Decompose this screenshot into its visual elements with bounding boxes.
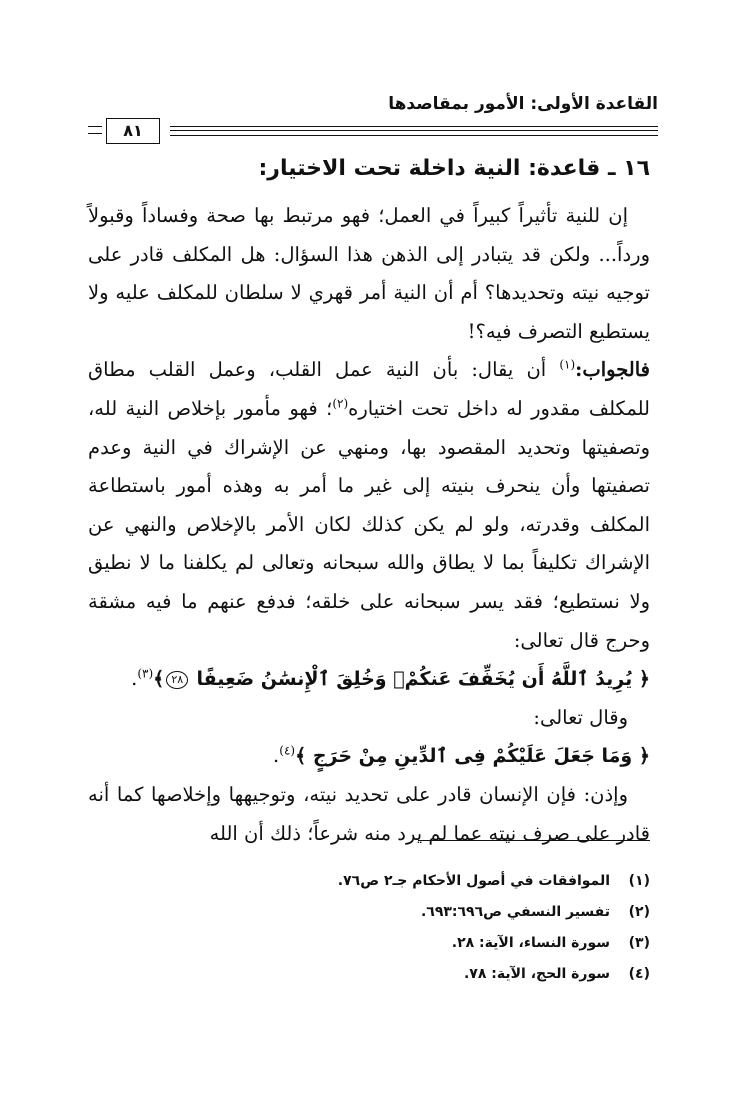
paragraph-answer bbox=[88, 351, 650, 660]
footnotes bbox=[230, 866, 650, 990]
answer-text-a: أن يقال: بأن النية عمل القلب، وعمل القلب مطاق للمكلف مقدور له داخل تحت اختياره bbox=[88, 358, 650, 420]
page-number-ornament bbox=[88, 126, 102, 134]
running-head: القاعدة الأولى: الأمور بمقاصدها bbox=[388, 94, 658, 114]
footnote-number: (١) bbox=[628, 873, 650, 889]
paragraph-conclusion: وإذن: فإن الإنسان قادر على تحديد نيته، وتوجيهها وإخلاصها كما أنه قادر على صرف نيته عما لم يرد منه شرعاً؛ ذلك أن الله bbox=[88, 782, 650, 845]
verse-1-close-bracket: ﴾ bbox=[153, 668, 165, 691]
paragraph-and-he-said: وقال تعالى: bbox=[533, 705, 628, 729]
answer-text-b: ؛ فهو مأمور بإخلاص النية لله، وتصفيتها وتحديد المقصود بها، ومنهي عن الإشراك في النية وعدم تصفيتها وأن ينحرف بنيته إلى غير ما أمر به وهذه أمور باستطاعة المكلف وقدرته، ولو لم يكن كذلك لكان الأمر بالإخلاص والنهي عن الإشراك تكليفاً بما لا يطاق والله سبحانه وتعالى لم يكلفنا ما لا نطيق ولا نستطيع؛ فقد يسر سبحانه على خلقه؛ فدفع عنهم ما فيه مشقة وحرج قال تعالى: bbox=[88, 396, 651, 652]
body-text bbox=[88, 197, 650, 853]
page-number: ٨١ bbox=[106, 118, 160, 144]
footnote-text: سورة الحج، الآية: ٧٨. bbox=[463, 966, 610, 982]
footnote-item bbox=[230, 897, 650, 928]
footnote-ref-4: (٤) bbox=[279, 743, 296, 758]
footnote-text: الموافقات في أصول الأحكام جـ٢ ص٧٦. bbox=[337, 873, 610, 889]
footnote-number: (٢) bbox=[628, 904, 650, 920]
verse-number-badge: ٢٨ bbox=[166, 671, 188, 689]
section-heading: ١٦ ـ قاعدة: النية داخلة تحت الاختيار: bbox=[258, 156, 650, 181]
footnote-separator bbox=[418, 840, 650, 841]
footnote-ref-1: (١) bbox=[559, 357, 576, 372]
footnote-item bbox=[230, 866, 650, 897]
footnote-item bbox=[230, 959, 650, 990]
footnote-text: سورة النساء، الآية: ٢٨. bbox=[451, 935, 610, 951]
footnote-text: تفسير النسفي ص٦٩٣:٦٩٦. bbox=[420, 904, 610, 920]
footnote-number: (٤) bbox=[628, 966, 650, 982]
verse-line-2: ﴿ وَمَا جَعَلَ عَلَيْكُمْ فِى ٱلدِّينِ مِنْ حَرَجٍ ﴾$^{(٤)}$. bbox=[273, 743, 650, 768]
footnote-ref-2: (٢) bbox=[332, 396, 349, 411]
quran-verse-1: ﴿ يُرِيدُ ٱللَّهُ أَن يُخَفِّفَ عَنكُمْۚ وَخُلِقَ ٱلْإِنسَٰنُ ضَعِيفًا bbox=[196, 668, 650, 691]
footnote-number: (٣) bbox=[628, 935, 650, 951]
paragraph-question: إن للنية تأثيراً كبيراً في العمل؛ فهو مرتبط بها صحة وفساداً وقبولاً ورداً... ولكن قد يتبادر إلى الذهن هذا السؤال: هل المكلف قادر على توجيه نيته وتحديدها؟ أم أن النية أمر قهري لا سلطان للمكلف عليه ولا يستطيع التصرف فيه؟! bbox=[88, 204, 650, 343]
header-double-rule bbox=[170, 126, 658, 136]
footnote-ref-3: (٣) bbox=[137, 666, 154, 681]
header-rule bbox=[90, 118, 658, 146]
verse-line-1: ﴿ يُرِيدُ ٱللَّهُ أَن يُخَفِّفَ عَنكُمْۚ وَخُلِقَ ٱلْإِنسَٰنُ ضَعِيفًا ٢٨﴾$^{(٣)}$. bbox=[131, 666, 650, 691]
answer-label: فالجواب: bbox=[575, 358, 650, 382]
quran-verse-2: ﴿ وَمَا جَعَلَ عَلَيْكُمْ فِى ٱلدِّينِ مِنْ حَرَجٍ ﴾ bbox=[295, 745, 650, 768]
footnote-item bbox=[230, 928, 650, 959]
